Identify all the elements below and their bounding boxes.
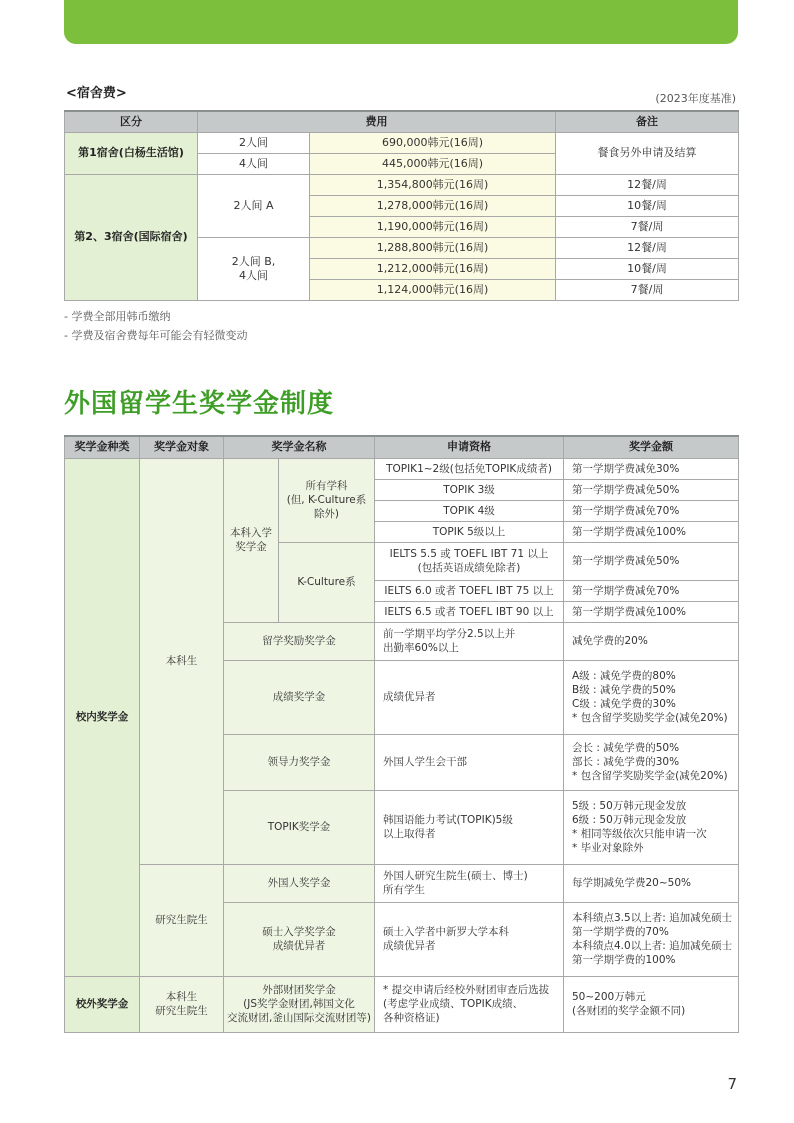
header-qualification: 申请资格 [375,436,564,458]
scholarship-table [64,435,739,1033]
header-fee: 费用 [198,111,556,132]
amount-cell: 第一学期学费减免100% [564,601,739,622]
meal-note: 12餐/周 [556,174,739,195]
fee-cell: 1,212,000韩元(16周) [310,258,556,279]
scholarship-name: 外部财团奖学金 (JS奖学金财团,韩国文化 交流财团,釜山国际交流财团等) [224,976,375,1032]
header-note: 备注 [556,111,739,132]
fee-cell: 1,278,000韩元(16周) [310,195,556,216]
amount-cell: 本科绩点3.5以上者: 追加减免硕士 第一学期学费的70% 本科绩点4.0以上者: 追加减免硕士 第一学期学费的100% [564,902,739,976]
meal-note: 10餐/周 [556,258,739,279]
page-number: 7 [727,1075,737,1093]
admission-scholarship-name: 本科入学 奖学金 [224,458,279,622]
table-header-row [65,436,739,458]
amount-cell: 第一学期学费减免70% [564,580,739,601]
scholarship-name: 留学奖励奖学金 [224,622,375,660]
qualification-cell: TOPIK1~2级(包括免TOPIK成绩者) [375,458,564,479]
header-category: 区分 [65,111,198,132]
note-line: - 学费及宿舍费每年可能会有轻微变动 [64,329,248,342]
fee-cell: 1,190,000韩元(16周) [310,216,556,237]
scholarship-name: TOPIK奖学金 [224,790,375,864]
table-row [65,132,739,153]
meal-note: 12餐/周 [556,237,739,258]
header-type: 奖学金种类 [65,436,140,458]
fee-cell: 1,288,800韩元(16周) [310,237,556,258]
qualification-cell: TOPIK 3级 [375,479,564,500]
qualification-cell: 硕士入学者中新罗大学本科 成绩优异者 [375,902,564,976]
meal-note: 餐食另外申请及结算 [556,132,739,174]
qualification-cell: IELTS 6.0 或者 TOEFL IBT 75 以上 [375,580,564,601]
fee-cell: 690,000韩元(16周) [310,132,556,153]
dorm23-name: 第2、3宿舍(国际宿舍) [65,174,198,300]
qualification-cell: IELTS 5.5 或 TOEFL IBT 71 以上 (包括英语成绩免除者) [375,542,564,580]
qualification-cell: 韩国语能力考试(TOPIK)5级 以上取得者 [375,790,564,864]
amount-cell: 第一学期学费减免50% [564,479,739,500]
qualification-cell: 成绩优异者 [375,660,564,734]
header-decor-bar [64,0,738,44]
qualification-cell: TOPIK 5级以上 [375,521,564,542]
qualification-cell: IELTS 6.5 或者 TOEFL IBT 90 以上 [375,601,564,622]
room-type: 2人间 B, 4人间 [198,237,310,300]
graduate-label: 研究生院生 [140,864,224,976]
table-row [65,174,739,195]
note-line: - 学费全部用韩币缴纳 [64,310,171,323]
header-name: 奖学金名称 [224,436,375,458]
header-target: 奖学金对象 [140,436,224,458]
dorm-notes [64,307,247,345]
meal-note: 7餐/周 [556,216,739,237]
amount-cell: 第一学期学费减免30% [564,458,739,479]
dorm-section-title: <宿舍费> [66,86,127,101]
scholarship-name: 成绩奖学金 [224,660,375,734]
fee-cell: 1,354,800韩元(16周) [310,174,556,195]
external-scholarship-label: 校外奖学金 [65,976,140,1032]
qualification-cell: 外国人学生会干部 [375,734,564,790]
table-row [65,976,739,1032]
dorm-fee-table [64,110,739,301]
amount-cell: 每学期减免学费20~50% [564,864,739,902]
header-amount: 奖学金额 [564,436,739,458]
undergrad-label: 本科生 [140,458,224,864]
dorm1-name: 第1宿舍(白杨生活馆) [65,132,198,174]
amount-cell: 会长 : 减免学费的50% 部长 : 减免学费的30% * 包含留学奖励奖学金(减免20%) [564,734,739,790]
qualification-cell: 前一学期平均学分2.5以上并 出勤率60%以上 [375,622,564,660]
amount-cell: 第一学期学费减免70% [564,500,739,521]
room-type: 2人间 [198,132,310,153]
scholarship-name: 外国人奖学金 [224,864,375,902]
meal-note: 10餐/周 [556,195,739,216]
qualification-cell: TOPIK 4级 [375,500,564,521]
table-header-row [65,111,739,132]
meal-note: 7餐/周 [556,279,739,300]
amount-cell: 第一学期学费减免50% [564,542,739,580]
year-note: (2023年度基准) [655,92,736,105]
amount-cell: A级 : 减免学费的80% B级 : 减免学费的50% C级 : 减免学费的30% * 包含留学奖励奖学金(减免20%) [564,660,739,734]
amount-cell: 5级 : 50万韩元现金发放 6级 : 50万韩元现金发放 * 相同等级依次只能申请一次 * 毕业对象除外 [564,790,739,864]
fee-cell: 1,124,000韩元(16周) [310,279,556,300]
scholarship-name: 硕士入学奖学金 成绩优异者 [224,902,375,976]
scholarship-title: 外国留学生奖学金制度 [64,389,335,419]
external-target-label: 本科生 研究生院生 [140,976,224,1032]
amount-cell: 50~200万韩元 (各财团的奖学金额不同) [564,976,739,1032]
all-subjects-label: 所有学科 (但, K-Culture系 除外) [279,458,375,542]
amount-cell: 第一学期学费减免100% [564,521,739,542]
table-row [65,864,739,902]
fee-cell: 445,000韩元(16周) [310,153,556,174]
scholarship-name: 领导力奖学金 [224,734,375,790]
qualification-cell: 外国人研究生院生(硕士、博士) 所有学生 [375,864,564,902]
table-row [65,458,739,479]
internal-scholarship-label: 校内奖学金 [65,458,140,976]
room-type: 4人间 [198,153,310,174]
amount-cell: 减免学费的20% [564,622,739,660]
qualification-cell: * 提交申请后经校外财团审查后选拔 (考虑学业成绩、TOPIK成绩、 各种资格证) [375,976,564,1032]
room-type: 2人间 A [198,174,310,237]
kculture-label: K-Culture系 [279,542,375,622]
